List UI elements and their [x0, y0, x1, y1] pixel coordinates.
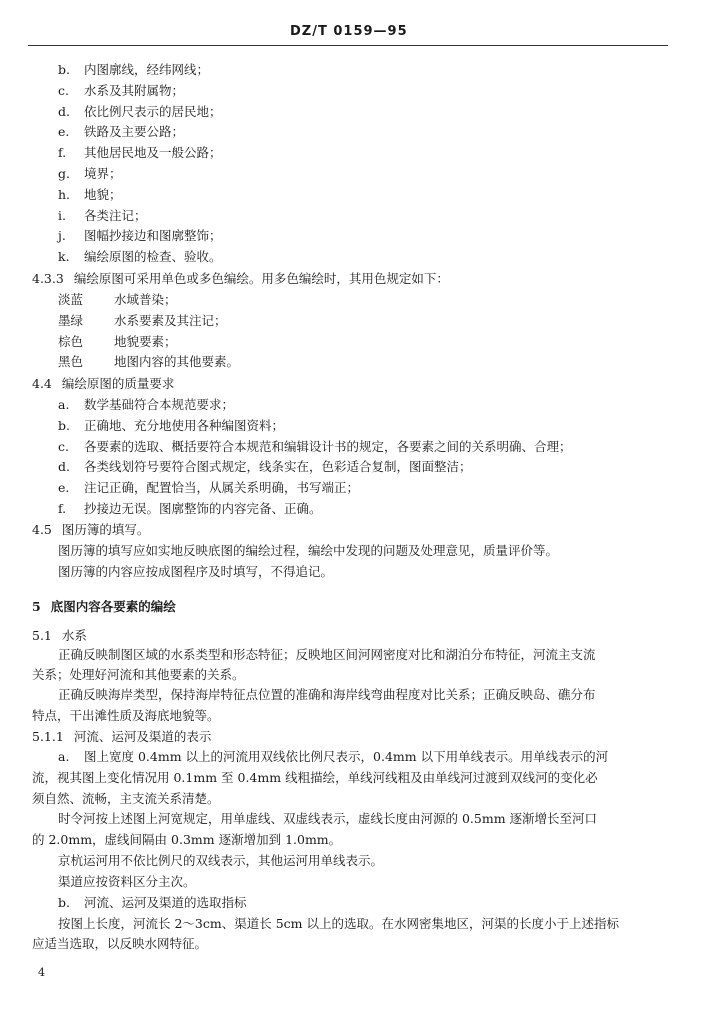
section-title: 图历簿的填写。 [61, 522, 150, 537]
list-item [58, 103, 222, 120]
list-item-text: 水系及其附属物； [84, 82, 185, 98]
page-number: 4 [38, 966, 45, 979]
paragraph-line: 正确反映制图区域的水系类型和形态特征；反映地区间河网密度对比和湖泊分布特征，河流主支流 [58, 647, 596, 662]
section-title: 河流、运河及渠道的表示 [73, 729, 212, 744]
color-name: 淡蓝 [58, 292, 84, 307]
section-number: 5.1 [32, 628, 52, 643]
list-item [58, 165, 122, 182]
list-marker: c. [58, 438, 69, 454]
list-item-text: 数学基础符合本规范要求； [84, 397, 235, 412]
section-number: 4.3.3 [32, 271, 64, 286]
list-item-text: 抄接边无误。图廓整饰的内容完备、正确。 [84, 501, 322, 516]
paragraph-line: 须自然、流畅，主支流关系清楚。 [32, 791, 220, 806]
list-marker: e. [58, 480, 70, 496]
paragraph-line: 的 2.0mm，虚线间隔由 0.3mm 逐渐增加到 1.0mm。 [32, 832, 342, 847]
paragraph-line: 渠道应按资料区分主次。 [58, 874, 196, 889]
color-name: 黑色 [58, 354, 84, 370]
list-marker: f. [58, 501, 67, 516]
list-item-text: 内图廓线，经纬网线； [84, 62, 210, 77]
section-5-1-1 [32, 728, 211, 745]
paragraph-line: 特点，干出滩性质及海底地貌等。 [32, 708, 220, 723]
paragraph: 图历簿的内容应按成图程序及时填写，不得追记。 [58, 564, 334, 579]
quality-list-item [58, 417, 284, 434]
paragraph-line: 时令河按上述图上河宽规定，用单虚线、双虚线表示，虚线长度由河源的 0.5mm 逐渐增长至河口 [58, 811, 598, 826]
item-a-line [58, 748, 608, 765]
section-text: 编绘原图可采用单色或多色编绘。用多色编绘时，其用色规定如下： [73, 271, 449, 286]
list-item [58, 144, 222, 161]
list-item [58, 207, 147, 224]
section-title: 编绘原图的质量要求 [61, 376, 175, 391]
quality-list-item [58, 479, 359, 496]
section-4-4 [32, 375, 174, 392]
list-item-text: 各类线划符号要符合图式规定，线条实在，色彩适合复制，图面整洁； [84, 459, 472, 475]
list-marker: k. [58, 249, 70, 265]
list-item [58, 61, 209, 78]
color-usage: 水域普染； [114, 292, 177, 307]
list-item-text: 正确地、充分地使用各种编图资料； [84, 417, 285, 433]
list-marker: e. [58, 124, 70, 140]
section-5-1 [32, 627, 87, 644]
section-4-3-3 [32, 270, 449, 287]
list-marker: c. [58, 82, 69, 98]
list-item-text: 图幅抄接边和图廓整饰； [84, 228, 222, 244]
item-text: 图上宽度 0.4mm 以上的河流用双线依比例尺表示，0.4mm 以下用单线表示。用单线表示的河 [84, 749, 609, 764]
list-item-text: 各类注记； [84, 207, 147, 223]
list-item [58, 123, 184, 140]
quality-list-item [58, 438, 572, 455]
color-name: 墨绿 [58, 312, 84, 328]
quality-list-item [58, 500, 322, 517]
list-item-text: 境界； [84, 166, 122, 181]
color-item [58, 291, 177, 308]
section-number: 5.1.1 [32, 729, 64, 744]
list-item [58, 82, 184, 99]
chapter-number: 5 [32, 599, 41, 614]
list-item-text: 编绘原图的检查、验收。 [84, 249, 222, 265]
list-item [58, 227, 222, 244]
quality-list-item [58, 396, 234, 413]
list-marker: b. [58, 417, 70, 433]
list-marker: b. [58, 895, 70, 910]
list-marker: a. [58, 749, 70, 764]
color-item [58, 312, 227, 329]
list-item [58, 248, 222, 265]
list-item-text: 地貌； [84, 186, 122, 202]
color-item [58, 353, 239, 370]
color-usage: 地貌要素； [114, 333, 177, 349]
color-item [58, 333, 177, 350]
list-item [58, 186, 122, 203]
paragraph-line: 按图上长度，河流长 2～3cm、渠道长 5cm 以上的选取。在水网密集地区，河渠的长度小于上述指标 [58, 916, 619, 931]
list-marker: b. [58, 62, 70, 77]
list-item-text: 注记正确，配置恰当，从属关系明确，书写端正； [84, 480, 360, 496]
list-marker: i. [58, 207, 66, 223]
paragraph-line: 正确反映海岸类型，保持海岸特征点位置的准确和海岸线弯曲程度对比关系；正确反映岛、礁分布 [58, 687, 596, 702]
color-usage: 地图内容的其他要素。 [114, 354, 240, 370]
list-marker: d. [58, 459, 70, 475]
list-item-text: 依比例尺表示的居民地； [84, 103, 222, 119]
list-marker: j. [58, 228, 66, 244]
list-item-text: 其他居民地及一般公路； [84, 145, 222, 161]
list-item-text: 各要素的选取、概括要符合本规范和编辑设计书的规定，各要素之间的关系明确、合理； [84, 438, 572, 454]
item-b-line [58, 894, 247, 911]
list-marker: a. [58, 397, 70, 412]
item-title: 河流、运河及渠道的选取指标 [84, 895, 247, 910]
list-marker: f. [58, 145, 67, 161]
paragraph-line: 关系；处理好河流和其他要素的关系。 [32, 667, 245, 682]
section-number: 4.5 [32, 522, 52, 537]
list-marker: h. [58, 186, 71, 202]
section-title: 水系 [61, 628, 87, 643]
list-marker: g. [58, 166, 70, 181]
paragraph-line: 应适当选取，以反映水网特征。 [32, 936, 208, 951]
list-marker: d. [58, 103, 70, 119]
chapter-5-heading [32, 598, 176, 615]
section-4-5 [32, 521, 149, 538]
paragraph: 图历簿的填写应如实地反映底图的编绘过程，编绘中发现的问题及处理意见，质量评价等。 [58, 543, 559, 558]
header-rule [28, 45, 668, 46]
paragraph-line: 流，视其图上变化情况用 0.1mm 至 0.4mm 线粗描绘，单线河线粗及由单线河过渡到双线河的变化必 [32, 770, 598, 785]
paragraph-line: 京杭运河用不依比例尺的双线表示，其他运河用单线表示。 [58, 853, 384, 868]
document-code: DZ/T 0159—95 [290, 24, 408, 39]
quality-list-item [58, 458, 472, 475]
color-usage: 水系要素及其注记； [114, 312, 227, 328]
section-number: 4.4 [32, 376, 52, 391]
list-item-text: 铁路及主要公路； [84, 124, 185, 140]
chapter-title: 底图内容各要素的编绘 [50, 599, 176, 614]
color-name: 棕色 [58, 333, 84, 349]
